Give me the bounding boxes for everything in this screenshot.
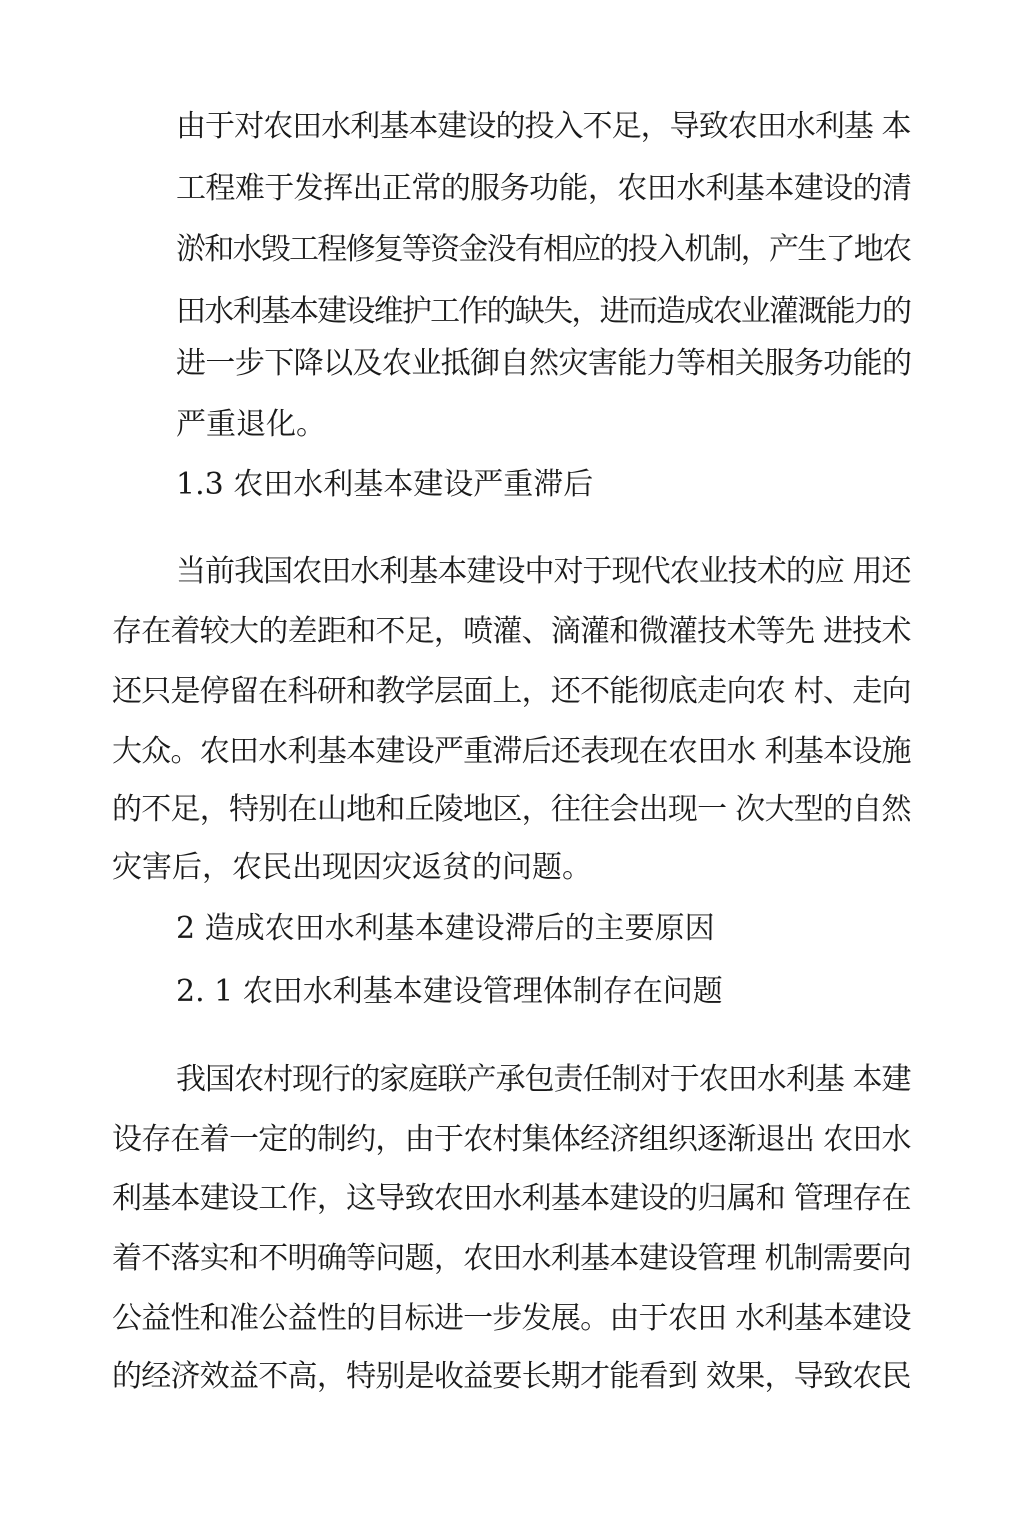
- paragraph-3-line-4: 着不落实和不明确等问题，农田水利基本建设管理 机制需要向: [112, 1241, 911, 1276]
- paragraph-3-line-1: 我国农村现行的家庭联产承包责任制对于农田水利基 本建: [176, 1062, 911, 1097]
- section-heading-2-1: 2. 1 农田水利基本建设管理体制存在问题: [176, 974, 723, 1009]
- paragraph-2-line-3: 还只是停留在科研和教学层面上，还不能彻底走向农 村、走向: [112, 674, 911, 709]
- paragraph-2-line-1: 当前我国农田水利基本建设中对于现代农业技术的应 用还: [176, 554, 911, 589]
- paragraph-2-line-4: 大众。农田水利基本建设严重滞后还表现在农田水 利基本设施: [112, 734, 911, 769]
- paragraph-2-line-2: 存在着较大的差距和不足，喷灌、滴灌和微灌技术等先 进技术: [112, 614, 911, 649]
- paragraph-3-line-2: 设存在着一定的制约，由于农村集体经济组织逐渐退出 农田水: [112, 1122, 911, 1157]
- paragraph-1-line-3: 淤和水毁工程修复等资金没有相应的投入机制，产生了地农: [176, 232, 911, 267]
- paragraph-1-line-4: 田水利基本建设维护工作的缺失，进而造成农业灌溉能力的: [176, 294, 911, 329]
- paragraph-3-line-5: 公益性和准公益性的目标进一步发展。由于农田 水利基本建设: [112, 1301, 911, 1336]
- paragraph-2-line-6: 灾害后，农民出现因灾返贫的问题。: [112, 850, 592, 885]
- paragraph-3-line-3: 利基本建设工作，这导致农田水利基本建设的归属和 管理存在: [112, 1181, 911, 1216]
- paragraph-1-line-2: 工程难于发挥出正常的服务功能，农田水利基本建设的清: [176, 171, 912, 206]
- paragraph-1-line-1: 由于对农田水利基本建设的投入不足，导致农田水利基 本: [176, 109, 911, 144]
- paragraph-1-line-6: 严重退化。: [176, 407, 326, 442]
- paragraph-1-line-5: 进一步下降以及农业抵御自然灾害能力等相关服务功能的: [176, 346, 912, 381]
- section-heading-1-3: 1.3 农田水利基本建设严重滞后: [176, 467, 594, 502]
- paragraph-3-line-6: 的经济效益不高，特别是收益要长期才能看到 效果，导致农民: [112, 1359, 911, 1394]
- section-heading-2: 2 造成农田水利基本建设滞后的主要原因: [176, 911, 715, 946]
- paragraph-2-line-5: 的不足，特别在山地和丘陵地区，往往会出现一 次大型的自然: [112, 792, 911, 827]
